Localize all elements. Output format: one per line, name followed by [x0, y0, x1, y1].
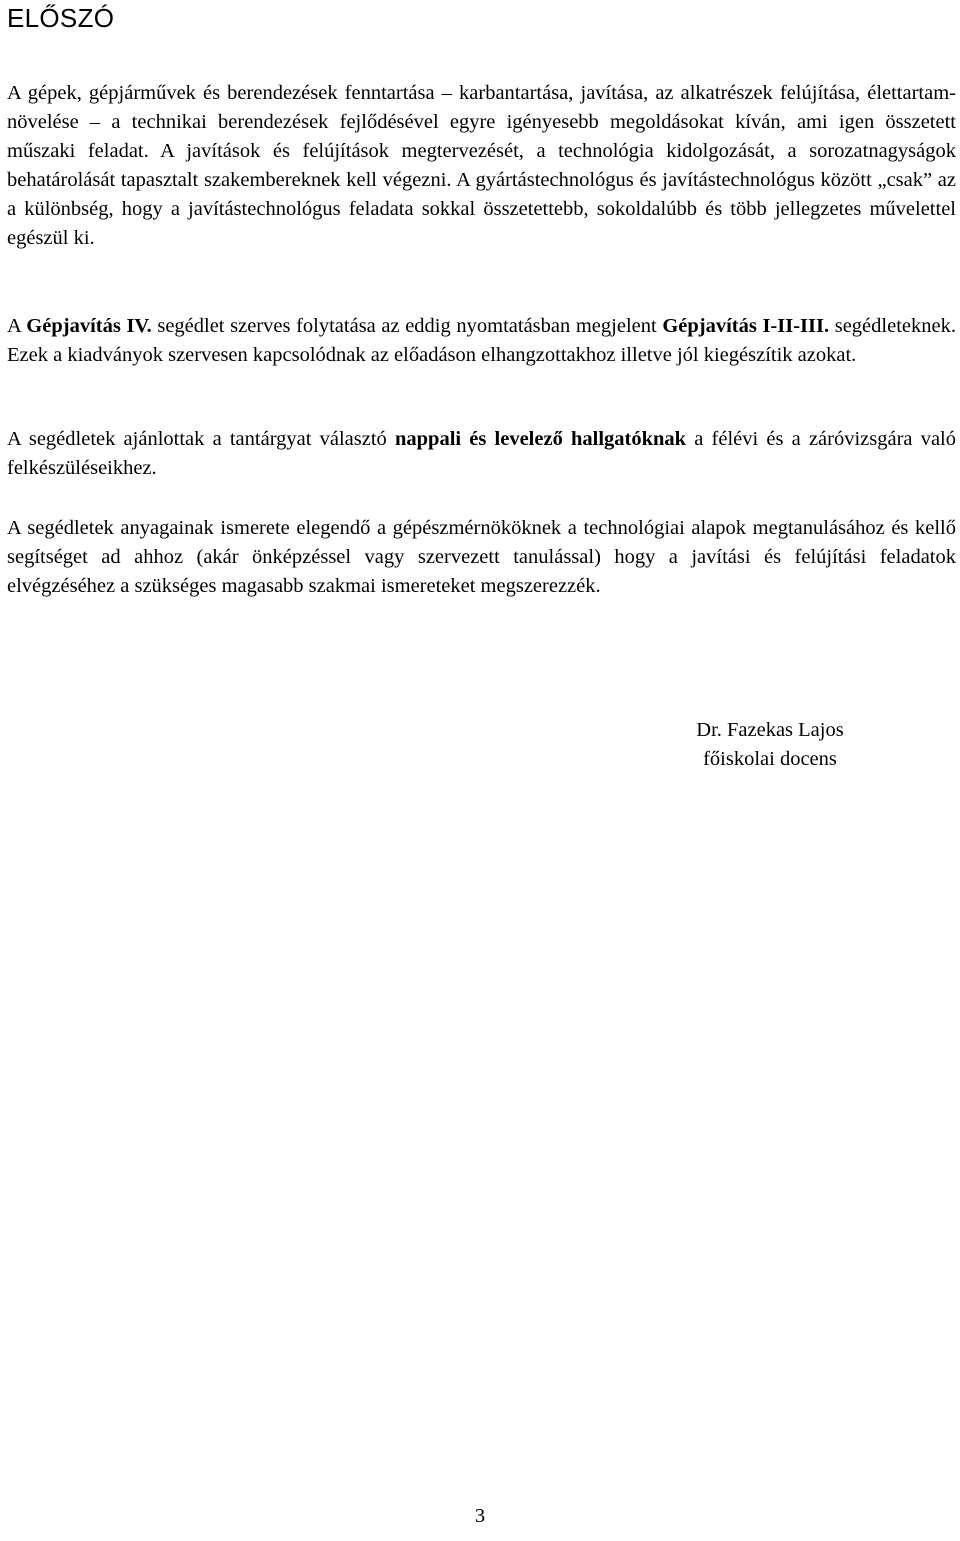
- signature-block: [640, 716, 900, 774]
- paragraph-series-text-2: segédlet szerves folytatása az eddig nyomtatásban megjelent: [151, 315, 663, 337]
- paragraph-series-text-1: A: [7, 315, 27, 337]
- series-title-bold: Gépjavítás IV.: [26, 315, 152, 337]
- paragraph-series: [7, 312, 956, 370]
- paragraph-audience-text-1: A segédletek ajánlottak a tantárgyat választó: [7, 428, 395, 450]
- page-number: 3: [474, 1505, 486, 1527]
- paragraph-audience-text-2: a félévi és a záróvizsgára való felkészüléseikhez.: [7, 428, 956, 479]
- paragraph-audience: [7, 425, 956, 483]
- paragraph-series-text-3: segédleteknek. Ezek a kiadványok szervesen kapcsolódnak az előadáson elhangzottakhoz illetve jól kiegészítik azokat.: [7, 315, 956, 366]
- paragraph-purpose: A segédletek anyagainak ismerete elegendő a gépészmérnököknek a technológiai alapok megtanulásához és kellő segítséget ad ahhoz (akár önképzéssel vagy szervezett tanulással) hogy a javítási és felújítási feladatok elvégzéséhez a szükséges magasabb szakmai ismereteket megszerezzék.: [7, 517, 956, 597]
- page-title: ELŐSZÓ: [7, 3, 115, 33]
- paragraph-intro: A gépek, gépjárművek és berendezések fenntartása – karbantartása, javítása, az alkatrészek felújítása, élettartam-növelése – a technikai berendezések fejlődésével egyre igényesebb megoldásokat kíván, ami igen összetett műszaki feladat. A javítások és felújítások megtervezését, a technológia kidolgozását, a sorozatnagyságok behatárolását tapasztalt szakembereknek kell végezni. A gyártástechnológus és javítástechnológus között „csak” az a különbség, hogy a javítástechnológus feladata sokkal összetettebb, sokoldalúbb és több jellegzetes művelettel egészül ki.: [7, 82, 956, 249]
- previous-series-bold: Gépjavítás I-II-III.: [662, 315, 830, 337]
- author-position: főiskolai docens: [703, 748, 837, 770]
- audience-bold: nappali és levelező hallgatóknak: [394, 428, 687, 450]
- author-name: Dr. Fazekas Lajos: [696, 719, 844, 741]
